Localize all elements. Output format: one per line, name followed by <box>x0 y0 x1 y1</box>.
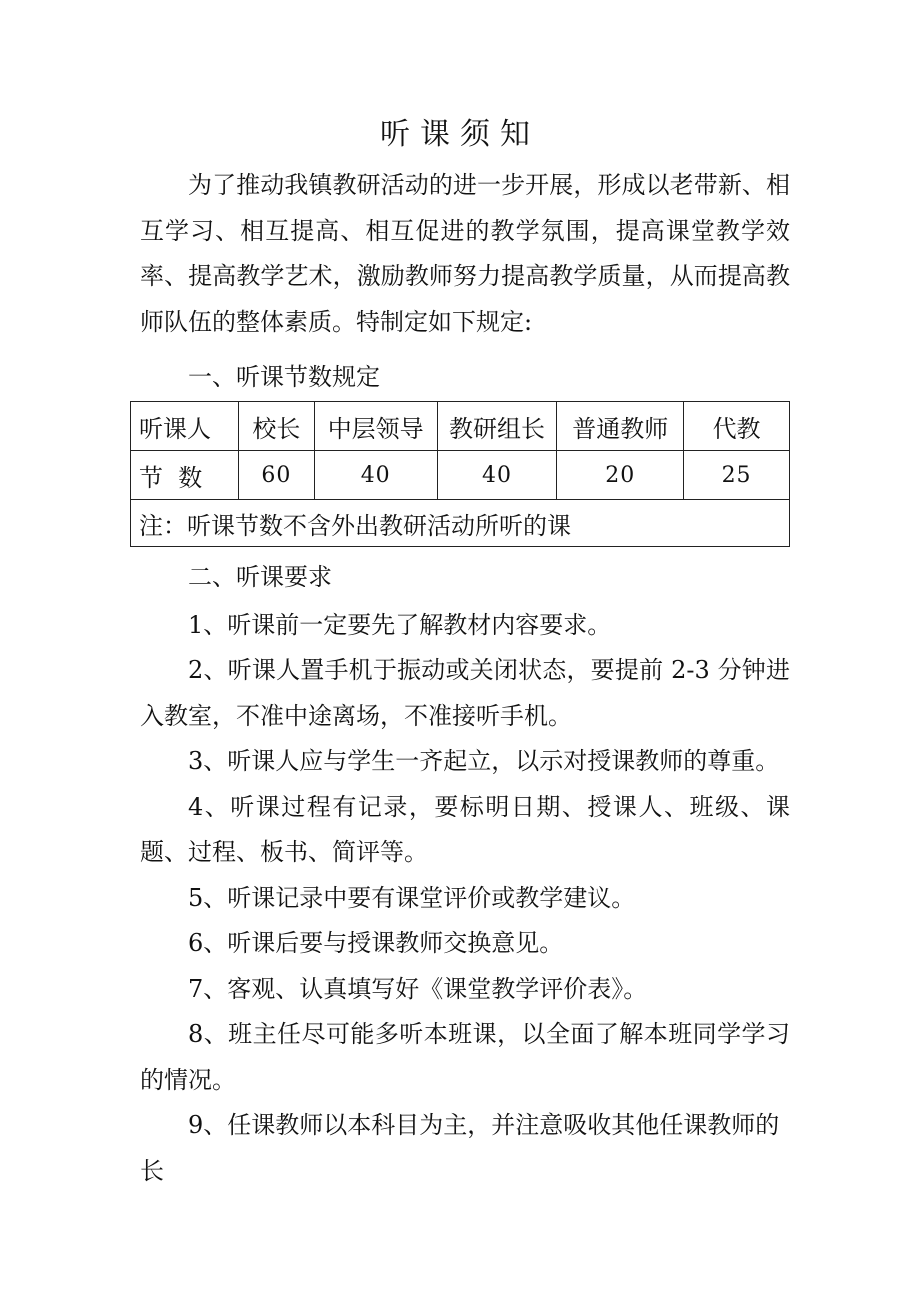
rule-item: 1、听课前一定要先了解教材内容要求。 <box>188 610 612 639</box>
value-cell-group-leader: 40 <box>437 451 557 500</box>
rule-item: 4、听课过程有记录，要标明日期、授课人、班级、课题、过程、板书、简评等。 <box>140 792 790 866</box>
table-note-row <box>131 500 790 547</box>
table-note: 注：听课节数不含外出教研活动所听的课 <box>131 500 790 547</box>
header-cell-principal: 校长 <box>238 402 314 451</box>
header-cell-teacher: 普通教师 <box>557 402 684 451</box>
row-label-cell: 节 数 <box>131 451 239 500</box>
value-cell-middle-leader: 40 <box>314 451 437 500</box>
table-row <box>131 451 790 500</box>
header-cell-group-leader: 教研组长 <box>437 402 557 451</box>
rule-item: 8、班主任尽可能多听本班课，以全面了解本班同学学习的情况。 <box>140 1020 790 1094</box>
rules-section <box>140 555 790 1194</box>
header-cell-substitute: 代教 <box>684 402 790 451</box>
header-cell-middle-leader: 中层领导 <box>314 402 437 451</box>
rule-item: 5、听课记录中要有课堂评价或教学建议。 <box>188 883 636 912</box>
intro-paragraph: 为了推动我镇教研活动的进一步开展，形成以老带新、相互学习、相互提高、相互促进的教学氛围，提高课堂教学效率、提高教学艺术，激励教师努力提高教学质量，从而提高教师队伍的整体素质。特制定如下规定: <box>140 171 790 336</box>
lesson-count-table <box>130 401 790 547</box>
header-cell-listener: 听课人 <box>131 402 239 451</box>
section2-heading: 二、听课要求 <box>188 563 332 591</box>
value-cell-principal: 60 <box>238 451 314 500</box>
document-title: 听课须知 <box>380 117 540 152</box>
value-cell-substitute: 25 <box>684 451 790 500</box>
rule-item: 2、听课人置手机于振动或关闭状态，要提前 2-3 分钟进入教室，不准中途离场，不准接听手机。 <box>140 656 790 730</box>
rule-item: 7、客观、认真填写好《课堂教学评价表》。 <box>188 974 648 1003</box>
rule-item: 6、听课后要与授课教师交换意见。 <box>188 929 564 957</box>
rule-item: 3、听课人应与学生一齐起立，以示对授课教师的尊重。 <box>188 747 780 775</box>
value-cell-teacher: 20 <box>557 451 684 500</box>
section1-heading: 一、听课节数规定 <box>188 363 380 391</box>
table-header-row <box>131 402 790 451</box>
rule-item: 9、任课教师以本科目为主，并注意吸收其他任课教师的长 <box>140 1111 780 1185</box>
